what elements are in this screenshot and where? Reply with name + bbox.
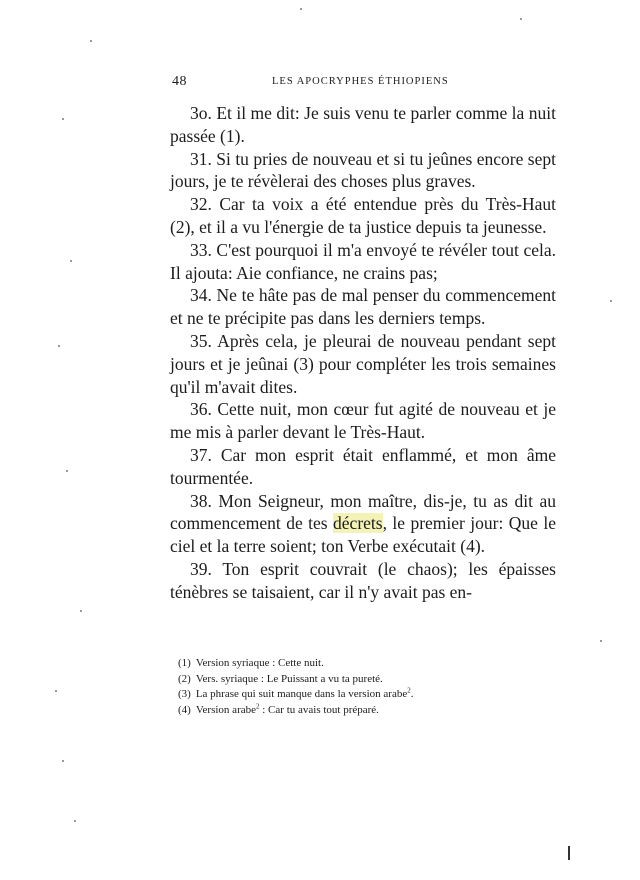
running-title: LES APOCRYPHES ÉTHIOPIENS [272, 76, 449, 87]
verse-paragraph [170, 558, 556, 604]
verse-text: 31. Si tu pries de nouveau et si tu jeûnes encore sept jours, je te révèlerai des choses plus graves. [170, 148, 556, 192]
scan-speck [70, 260, 72, 262]
highlighted-word: décrets [333, 513, 383, 534]
scan-speck [62, 118, 64, 120]
margin-mark [568, 846, 570, 860]
page-number: 48 [172, 74, 187, 89]
footnote-marker: (1) [178, 657, 191, 669]
verse-text: 36. Cette nuit, mon cœur fut agité de nouveau et je me mis à parler devant le Très-Haut. [170, 399, 556, 443]
footnote-superscript: 2 [256, 702, 260, 711]
verse-paragraph [170, 193, 556, 239]
footnote [178, 672, 538, 688]
verse-text: 39. Ton esprit couvrait (le chaos); les épaisses ténèbres se taisaient, car il n'y avait pas en- [170, 558, 556, 602]
footnotes [178, 656, 538, 718]
verse-paragraph [170, 239, 556, 285]
footnote [178, 656, 538, 672]
footnote-text: Version syriaque : Cette nuit. [195, 657, 324, 669]
verse-paragraph [170, 330, 556, 398]
body-text [170, 102, 556, 604]
verse-paragraph [170, 444, 556, 490]
verse-text: 3o. Et il me dit: Je suis venu te parler comme la nuit passée (1). [170, 103, 556, 146]
scan-speck [62, 760, 64, 762]
verse-text: , le premier jour: Que le ciel et la terre soient; ton Verbe exécutait (4). [170, 513, 556, 557]
scan-speck [80, 610, 82, 612]
scan-speck [610, 300, 612, 302]
footnote-marker: (3) [178, 688, 191, 701]
footnote-text-tail: . [410, 688, 414, 701]
footnote-text-tail: : Car tu avais tout préparé. [259, 703, 379, 716]
scan-speck [90, 40, 92, 42]
verse-paragraph [170, 148, 556, 194]
verse-text: 38. Mon Seigneur, mon maître, dis-je, tu as dit au commencement de tes [170, 490, 556, 534]
verse-paragraph [170, 284, 556, 330]
scan-speck [58, 345, 60, 347]
footnote-text: Version arabe [195, 703, 256, 716]
footnote [178, 687, 538, 703]
footnote-text: La phrase qui suit manque dans la version arabe [195, 688, 408, 701]
verse-text: 37. Car mon esprit était enflammé, et mon âme tourmentée. [170, 444, 556, 488]
scan-speck [600, 640, 602, 642]
running-head [172, 74, 556, 92]
scan-speck [66, 470, 68, 472]
footnote-marker: (2) [178, 672, 191, 685]
verse-paragraph [170, 490, 556, 558]
verse-text: 34. Ne te hâte pas de mal penser du commencement et ne te précipite pas dans les derniers temps. [170, 285, 556, 329]
footnote-text: Vers. syriaque : Le Puissant a vu ta pureté. [195, 672, 383, 685]
footnote-superscript: 2 [407, 686, 411, 695]
verse-paragraph [170, 398, 556, 444]
verse-text: 32. Car ta voix a été entendue près du Très-Haut (2), et il a vu l'énergie de ta justice depuis ta jeunesse. [170, 194, 556, 237]
scan-speck [300, 8, 302, 10]
verse-paragraph [170, 102, 556, 148]
footnote [178, 703, 538, 719]
scan-speck [520, 18, 522, 20]
scan-speck [55, 690, 57, 692]
verse-text: 35. Après cela, je pleurai de nouveau pendant sept jours et je jeûnai (3) pour compléter les trois semaines qu'il m'avait dites. [170, 330, 556, 397]
verse-text: 33. C'est pourquoi il m'a envoyé te révéler tout cela. Il ajouta: Aie confiance, ne crains pas; [170, 239, 556, 283]
footnote-marker: (4) [178, 703, 191, 716]
scan-speck [74, 820, 76, 822]
